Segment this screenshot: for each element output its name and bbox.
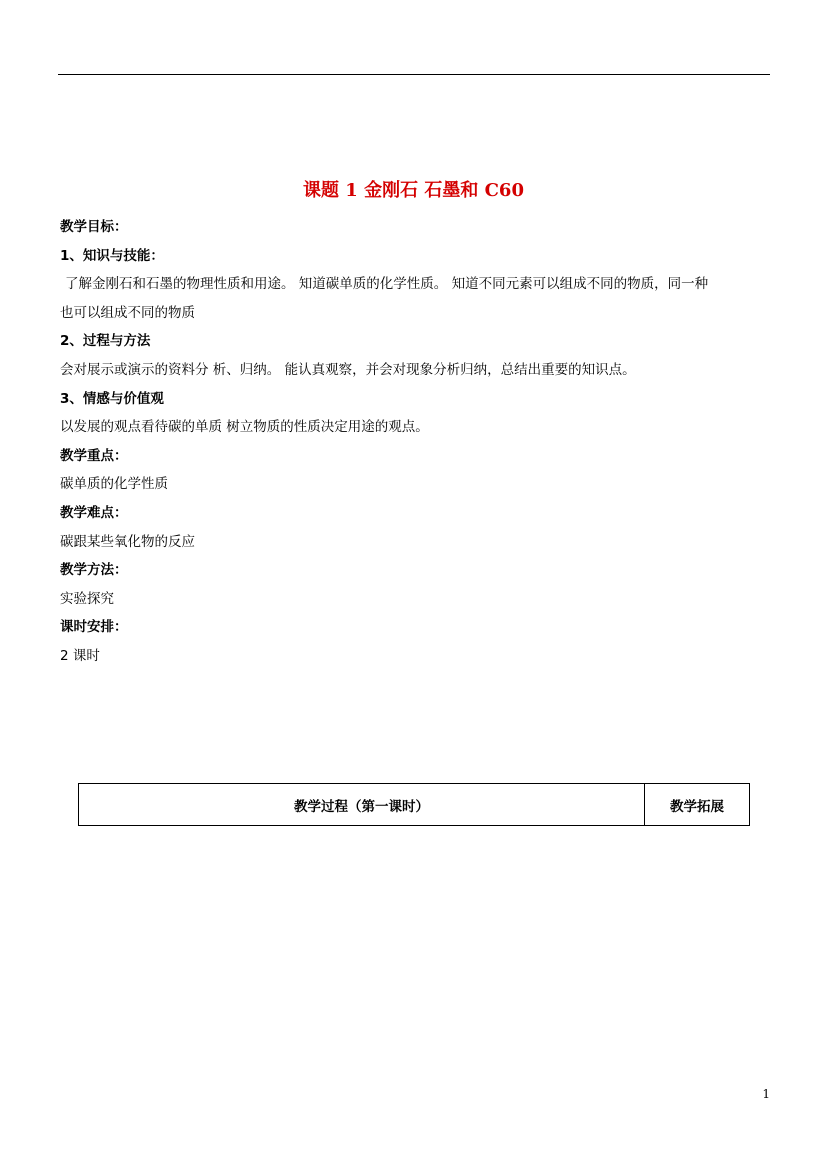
methods-text: 实验探究 — [60, 590, 114, 607]
key-points-text: 碳单质的化学性质 — [60, 476, 168, 493]
teaching-extension-header: 教学拓展 — [645, 784, 750, 826]
page-number: 1 — [762, 1087, 770, 1101]
schedule-text: 2 课时 — [60, 647, 100, 664]
lesson-title: 课题 1 金刚石 石墨和 C60 — [303, 180, 524, 201]
header-rule — [58, 74, 770, 75]
objectives-heading: 教学目标： — [60, 219, 128, 235]
table-header-row — [79, 784, 750, 826]
emotion-values-heading: 3、情感与价值观 — [60, 390, 164, 407]
difficulties-text: 碳跟某些氧化物的反应 — [60, 533, 195, 550]
process-method-text: 会对展示或演示的资料分 析、归纳。 能认真观察，并会对现象分析归纳，总结出重要的知识点。 — [60, 361, 636, 378]
key-points-heading: 教学重点： — [60, 447, 128, 464]
knowledge-skills-text-line2: 也可以组成不同的物质 — [60, 304, 195, 321]
methods-heading: 教学方法： — [60, 562, 128, 579]
teaching-process-header: 教学过程（第一课时） — [79, 784, 645, 826]
difficulties-heading: 教学难点： — [60, 504, 128, 521]
schedule-heading: 课时安排： — [60, 619, 128, 636]
process-method-heading: 2、过程与方法 — [60, 333, 151, 350]
emotion-values-text: 以发展的观点看待碳的单质 树立物质的性质决定用途的观点。 — [60, 419, 429, 436]
teaching-process-table — [78, 783, 750, 826]
lesson-content — [60, 213, 772, 671]
knowledge-skills-heading: 1、知识与技能： — [60, 247, 164, 264]
knowledge-skills-text-line1: 了解金刚石和石墨的物理性质和用途。 知道碳单质的化学性质。 知道不同元素可以组成不同的物质，同一种 — [65, 276, 709, 293]
